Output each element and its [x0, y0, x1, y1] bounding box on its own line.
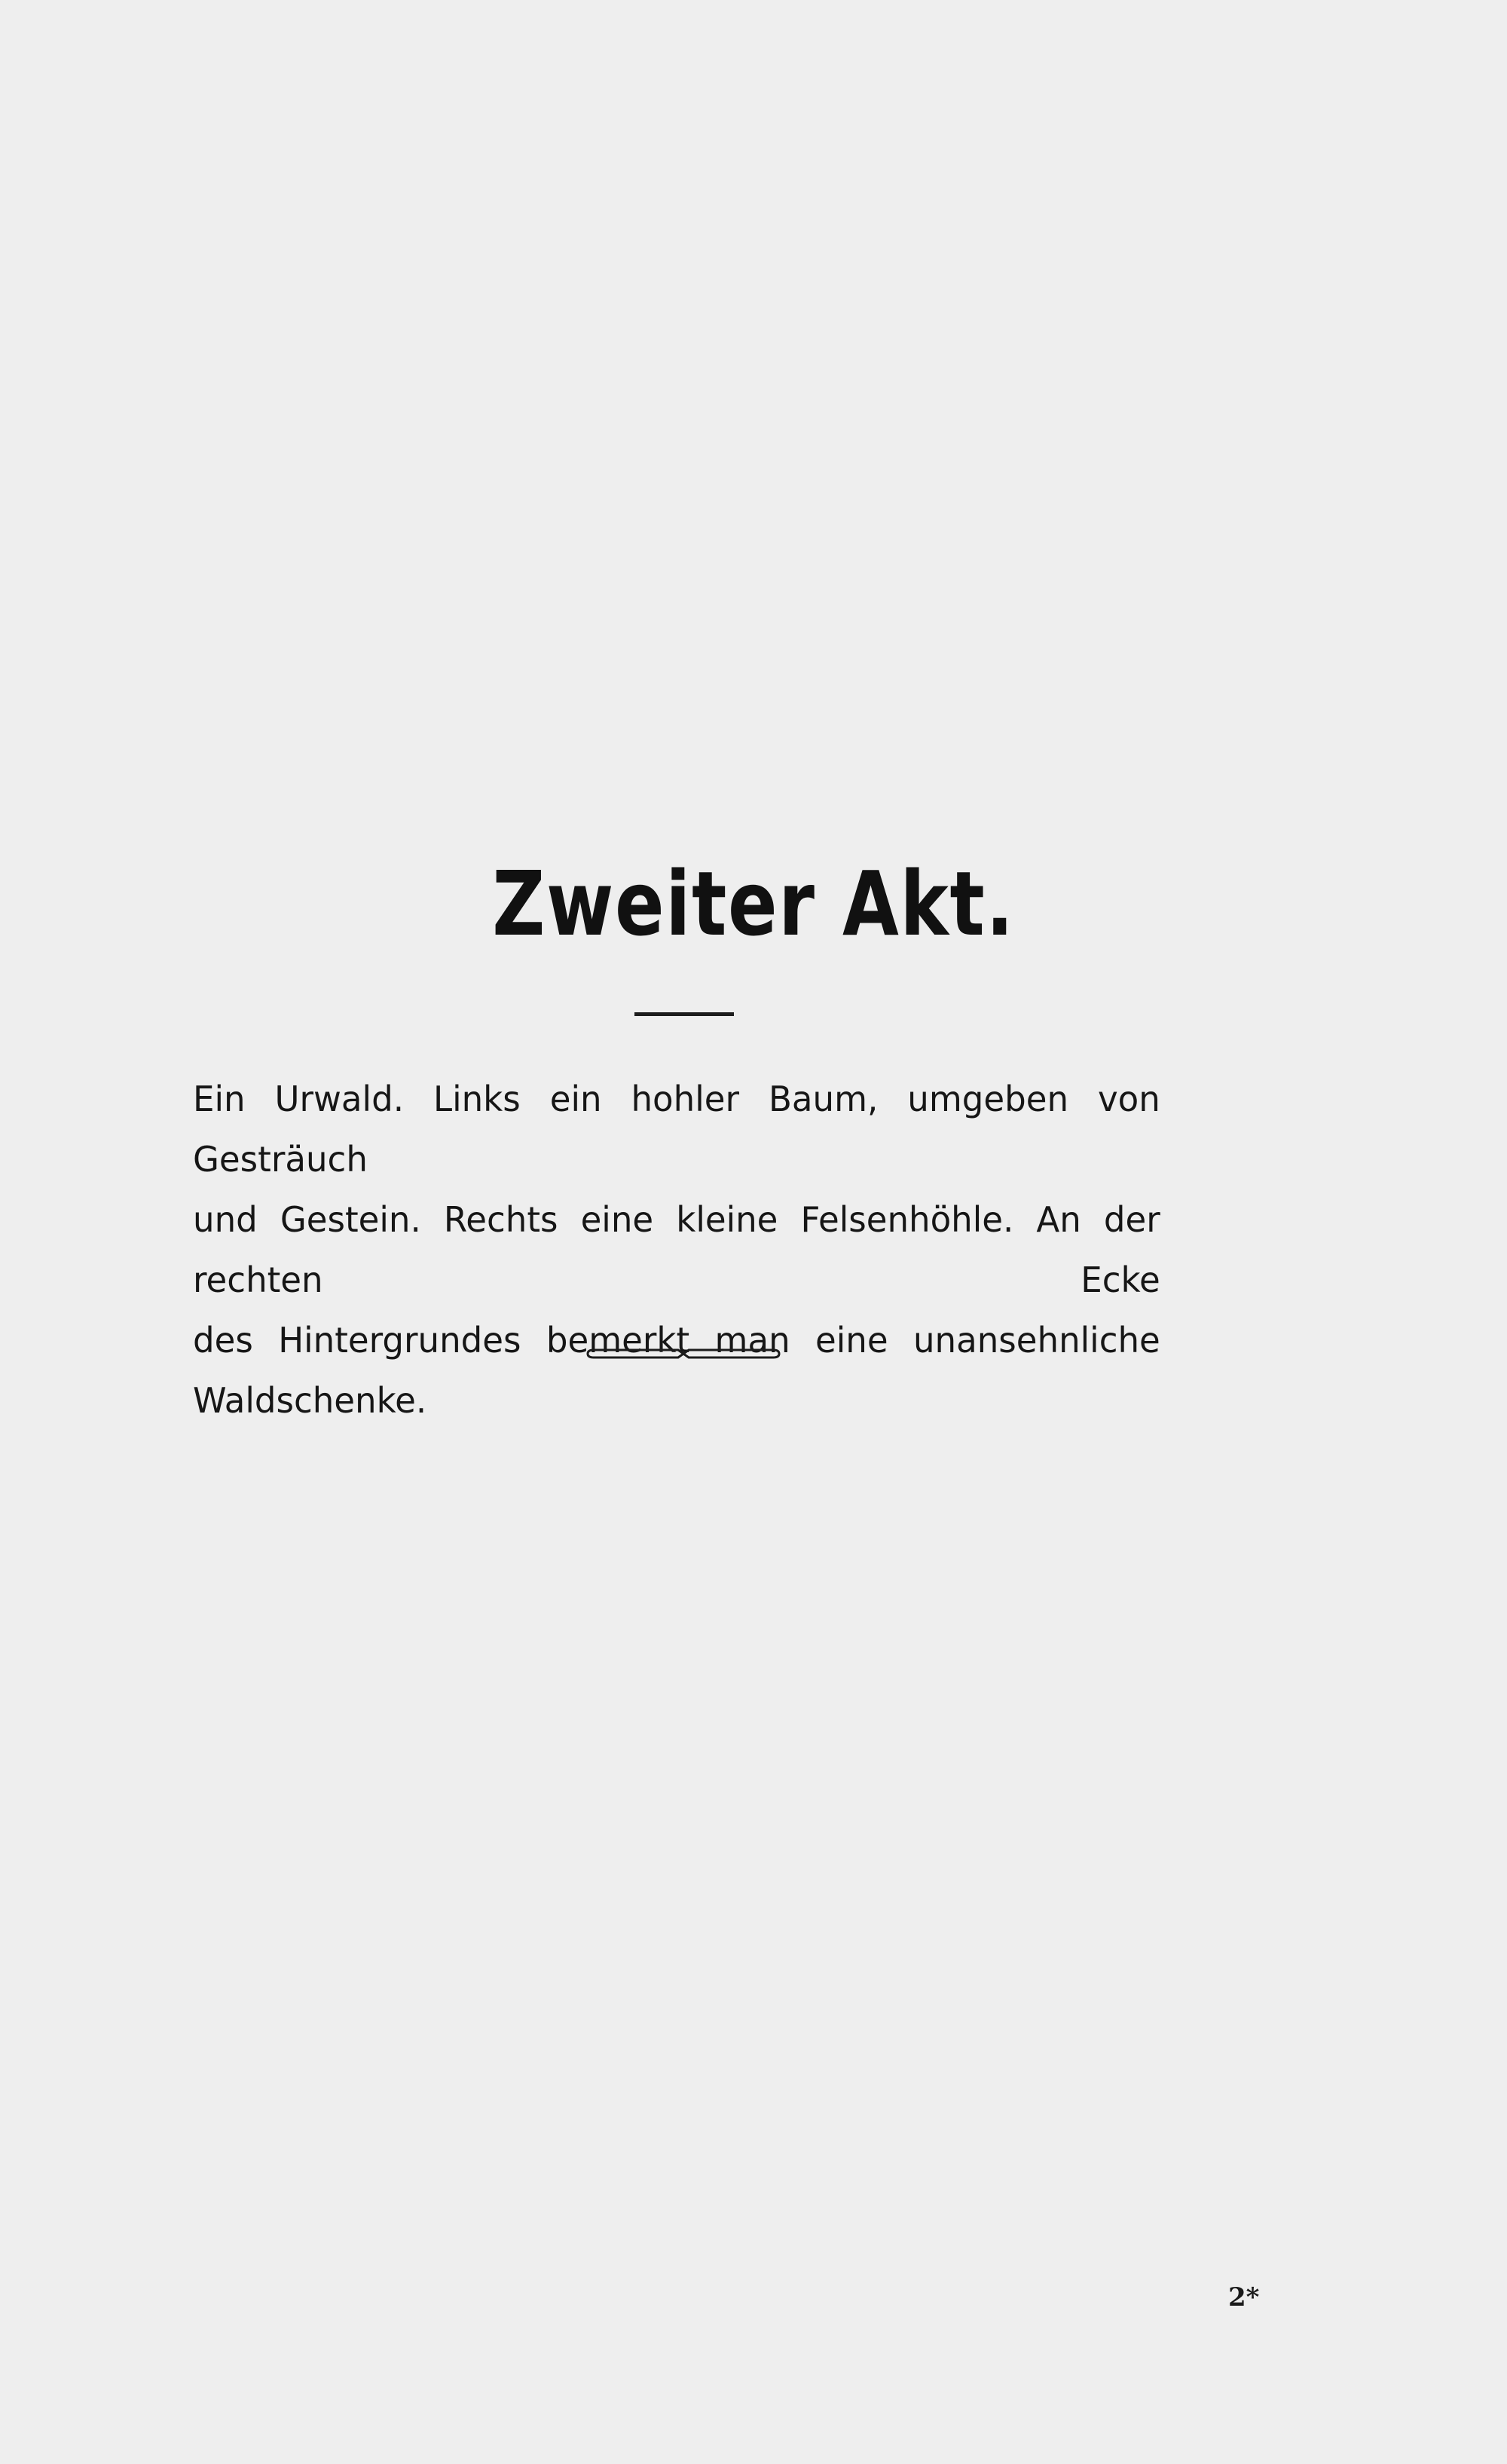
stage-direction-line: und Gestein. Rechts eine kleine Felsenhöhle. An der rechten Ecke [193, 1199, 1160, 1300]
act-title: Zweiter Akt. [492, 852, 1015, 956]
ornamental-divider [585, 1348, 782, 1359]
title-underline-rule [634, 1012, 734, 1016]
page-number: 2* [1228, 2282, 1260, 2312]
stage-direction-line: Ein Urwald. Links ein hohler Baum, umgeben von Gesträuch [193, 1079, 1160, 1180]
stage-direction [193, 1069, 1180, 1431]
stage-direction-line: des Hintergrundes bemerkt man eine unansehnliche Waldschenke. [193, 1320, 1160, 1421]
